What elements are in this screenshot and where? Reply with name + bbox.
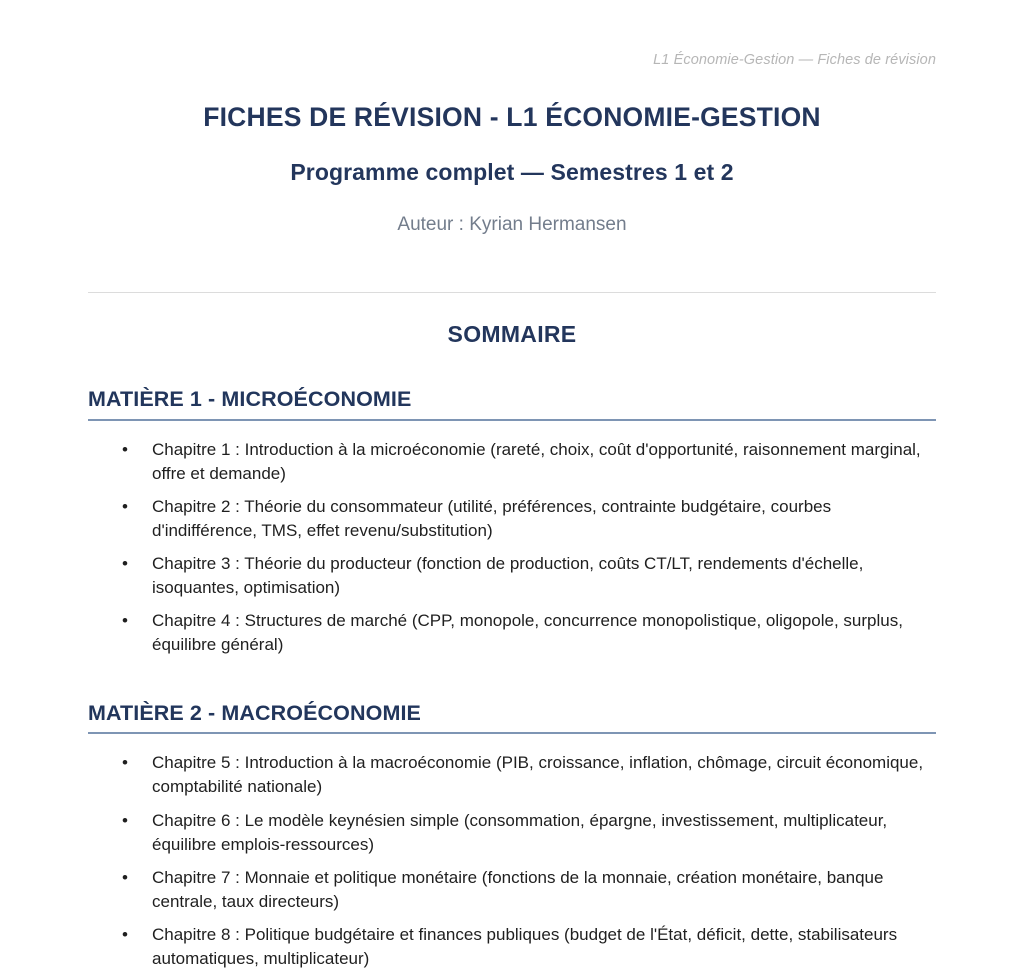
bullet-icon: • [122,495,128,519]
bullet-icon: • [122,438,128,462]
chapter-list-item [88,809,936,857]
running-header: L1 Économie-Gestion — Fiches de révision [88,0,936,69]
matiere-heading: MATIÈRE 1 - MICROÉCONOMIE [88,387,936,421]
chapter-label: Chapitre 8 : Politique budgétaire et finances publiques (budget de l'État, déficit, dette, stabilisateurs automatiques, multiplicateur) [152,925,897,968]
bullet-icon: • [122,552,128,576]
chapter-label: Chapitre 3 : Théorie du producteur (fonction de production, coûts CT/LT, rendements d'échelle, isoquantes, optimisation) [152,554,863,597]
chapter-list-item [88,923,936,971]
chapter-list [88,734,936,971]
chapter-label: Chapitre 2 : Théorie du consommateur (utilité, préférences, contrainte budgétaire, courbes d'indifférence, TMS, effet revenu/substitution) [152,497,831,540]
title-block [88,69,936,238]
chapter-label: Chapitre 7 : Monnaie et politique monétaire (fonctions de la monnaie, création monétaire, banque centrale, taux directeurs) [152,868,883,911]
chapter-list-item [88,495,936,543]
bullet-icon: • [122,923,128,947]
chapter-label: Chapitre 5 : Introduction à la macroéconomie (PIB, croissance, inflation, chômage, circuit économique, comptabilité nationale) [152,753,923,796]
sommaire-sections [88,387,936,971]
chapter-label: Chapitre 1 : Introduction à la microéconomie (rareté, choix, coût d'opportunité, raisonnement marginal, offre et demande) [152,440,921,483]
bullet-icon: • [122,809,128,833]
chapter-list-item [88,866,936,914]
chapter-label: Chapitre 6 : Le modèle keynésien simple (consommation, épargne, investissement, multiplicateur, équilibre emplois-ressources) [152,811,887,854]
sommaire-heading: SOMMAIRE [88,293,936,349]
chapter-list-item [88,438,936,486]
matiere-section [88,387,936,658]
document-subtitle: Programme complet — Semestres 1 et 2 [88,135,936,187]
chapter-list-item [88,552,936,600]
chapter-list [88,421,936,658]
bullet-icon: • [122,751,128,775]
chapter-label: Chapitre 4 : Structures de marché (CPP, monopole, concurrence monopolistique, oligopole, surplus, équilibre général) [152,611,903,654]
chapter-list-item [88,609,936,657]
document-title: FICHES DE RÉVISION - L1 ÉCONOMIE-GESTION [88,69,936,134]
bullet-icon: • [122,609,128,633]
chapter-list-item [88,751,936,799]
bullet-icon: • [122,866,128,890]
matiere-heading: MATIÈRE 2 - MACROÉCONOMIE [88,701,936,735]
document-author: Auteur : Kyrian Hermansen [88,186,936,238]
matiere-section [88,701,936,971]
